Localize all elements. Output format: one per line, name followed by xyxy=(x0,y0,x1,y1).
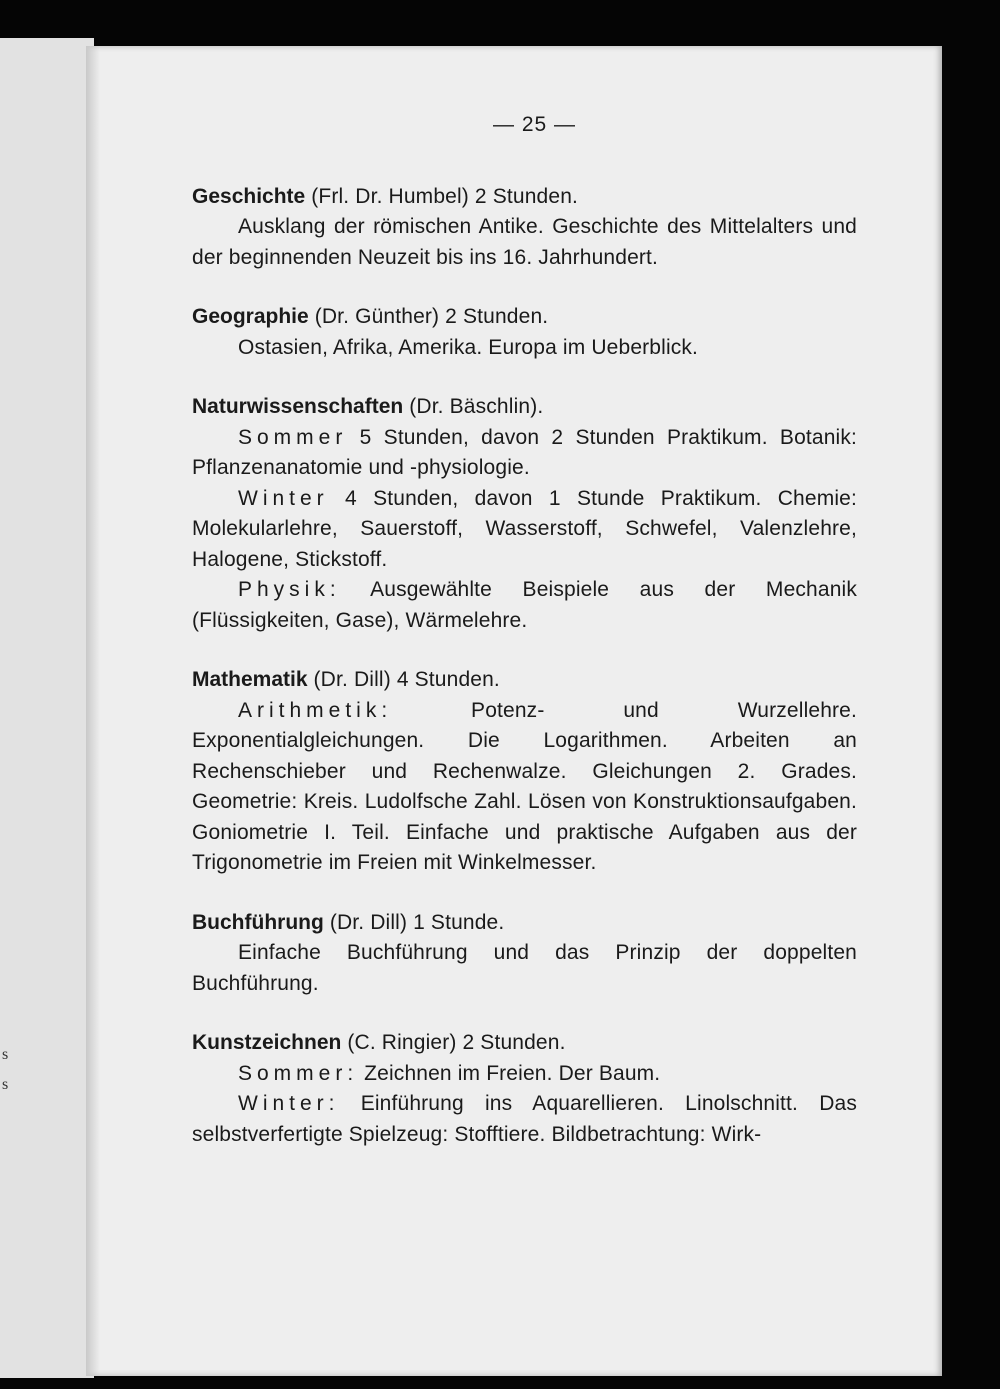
section-paragraph xyxy=(192,1059,857,1090)
section-heading: Naturwissenschaften xyxy=(192,395,404,418)
section-heading: Buchführung xyxy=(192,910,324,934)
paragraph-lead: Sommer: xyxy=(238,1061,359,1085)
previous-page-edge xyxy=(0,38,94,1378)
paragraph-text: Potenz- und Wurzellehre. Exponentialgleichungen. Die Logarithmen. Arbeiten an Rechenschieber und Rechenwalze. Gleichungen 2. Grades. Geometrie: Kreis. Ludolfsche Zahl. Lösen von Konstruktionsaufgaben. Goniometrie I. Teil. Einfache und praktische Aufgaben aus der Trigonometrie im Freien mit Winkelmesser. xyxy=(192,698,857,874)
section-buchfuehrung xyxy=(192,908,857,1000)
paragraph-text: Ausgewählte Beispiele aus der Mechanik (Flüssigkeiten, Gase), Wärmelehre. xyxy=(192,578,857,632)
paragraph-text: Zeichnen im Freien. Der Baum. xyxy=(358,1061,661,1085)
section-paragraph xyxy=(192,575,857,636)
page-number: — 25 — xyxy=(492,113,577,136)
paragraph-text: 4 Stunden, davon 1 Stunde Praktikum. Chemie: Molekularlehre, Sauerstoff, Wasserstoff, Schwefel, Valenzlehre, Halogene, Stickstoff. xyxy=(192,486,857,571)
section-heading: Kunstzeichnen xyxy=(192,1031,342,1054)
section-naturwissenschaften xyxy=(192,392,857,636)
section-geographie xyxy=(192,302,857,363)
section-paragraph xyxy=(192,1089,857,1150)
section-mathematik xyxy=(192,665,857,879)
paragraph-lead: Physik: xyxy=(238,578,341,601)
section-heading: Geographie xyxy=(192,305,309,328)
section-heading-line xyxy=(192,665,857,696)
section-info: (Frl. Dr. Humbel) 2 Stunden. xyxy=(311,184,579,208)
section-heading-line xyxy=(192,302,857,333)
paragraph-text: Ausklang der römischen Antike. Geschichte des Mittelalters und der beginnenden Neuzeit bis ins 16. Jahrhundert. xyxy=(192,215,857,269)
paragraph-lead: Arithmetik: xyxy=(238,698,393,722)
section-info: (Dr. Bäschlin). xyxy=(409,395,544,418)
paragraph-lead: Winter xyxy=(238,486,329,510)
paragraph-text: Einfache Buchführung und das Prinzip der doppelten Buchführung. xyxy=(192,941,857,995)
paragraph-lead: Sommer xyxy=(238,425,348,449)
page-gutter-shadow xyxy=(86,46,100,1376)
section-heading-line xyxy=(192,1028,857,1059)
section-paragraph xyxy=(192,938,857,999)
section-heading-line xyxy=(192,182,857,213)
page-content xyxy=(192,110,857,1179)
margin-mark: s xyxy=(2,1076,9,1093)
section-heading-line xyxy=(192,908,857,939)
section-paragraph xyxy=(192,333,857,364)
section-paragraph xyxy=(192,484,857,576)
section-info: (C. Ringier) 2 Stunden. xyxy=(347,1031,566,1054)
paragraph-text: 5 Stunden, davon 2 Stunden Praktikum. Botanik: Pflanzenanatomie und -physiologie. xyxy=(192,425,857,479)
section-info: (Dr. Dill) 1 Stunde. xyxy=(329,910,505,934)
section-paragraph xyxy=(192,423,857,484)
section-geschichte xyxy=(192,182,857,274)
section-info: (Dr. Dill) 4 Stunden. xyxy=(313,668,500,691)
section-info: (Dr. Günther) 2 Stunden. xyxy=(314,305,549,328)
section-paragraph xyxy=(192,696,857,879)
paragraph-lead: Winter: xyxy=(238,1092,340,1115)
paragraph-text: Ostasien, Afrika, Amerika. Europa im Ueberblick. xyxy=(238,335,699,359)
paragraph-text: Einführung ins Aquarellieren. Linolschnitt. Das selbstverfertigte Spielzeug: Stofftiere. Bildbetrachtung: Wirk- xyxy=(192,1092,857,1146)
margin-mark: s xyxy=(2,1046,9,1063)
section-heading: Mathematik xyxy=(192,668,308,691)
section-heading-line xyxy=(192,392,857,423)
section-heading: Geschichte xyxy=(192,184,306,208)
section-paragraph xyxy=(192,212,857,273)
section-kunstzeichnen xyxy=(192,1028,857,1150)
